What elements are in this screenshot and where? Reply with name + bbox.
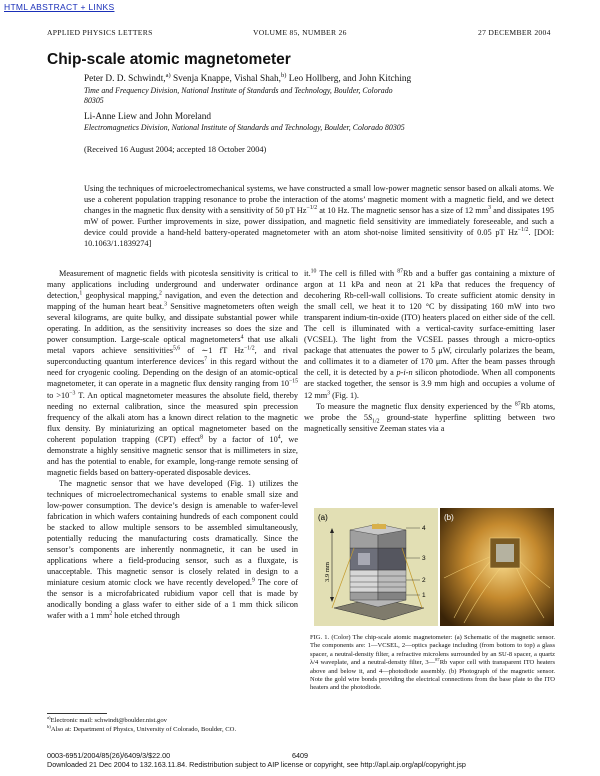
authors-line-2: Li-Anne Liew and John Moreland [84, 112, 212, 122]
html-abstract-links[interactable]: HTML ABSTRACT + LINKS [4, 2, 115, 12]
footnote-b: $^{b)}$Also at: Department of Physics, University of Colorado, Boulder, CO. [47, 723, 237, 733]
part-label-3: 3 [422, 555, 426, 562]
right-column [304, 268, 555, 434]
part-label-1: 1 [422, 592, 426, 599]
paragraph: To measure the magnetic flux density experienced by the $^{87}$Rb atoms, we probe the $5S_{1/2}$ ground-state hyperfine splitting between two magnetically sensitive Zeeman states via a [304, 400, 556, 433]
paragraph: The magnetic sensor that we have developed (Fig. 1) utilizes the techniques of microelectromechanical systems to enable small size and low-power consumption. The device’s design is amenable to wafer-level fabrication in which wafers containing hundreds of each component could be stacked to allow multiple sensors to be assembled simultaneously, potentially reducing the manufacturing costs dramatically. Since the sensor’s components are inherently nonmagnetic, it can be used in applications where a field-producing sensor, such as a fluxgate, is unacceptable. This magnetic sensor is closely related in design to a miniature cesium atomic clock we have recently developed.$^9$ The core of the sensor is a microfabricated rubidium vapor cell that is made by anodically bonding a glass wafer to either side of a 1 mm thick silicon wafer with a 1 $mm^2$ hole etched through [47, 478, 298, 621]
footnote-a: $^{a)}$Electronic mail: schwindt@boulder.nist.gov [47, 714, 167, 724]
affiliation-1: Time and Frequency Division, National Institute of Standards and Technology, Boulder, Colorado [84, 86, 393, 95]
figure-1 [314, 508, 554, 626]
page-number: 6409 [292, 751, 308, 760]
figure-1-graphic [314, 508, 554, 626]
abstract: Using the techniques of microelectromechanical systems, we have constructed a small low-power magnetic sensor based on alkali atoms. We use a coherent population trapping resonance to probe the interaction of the atoms’ magnetic moment with a magnetic field, and we detect changes in the magnetic flux density with a sensitivity of 50 pT $Hz^{-1/2}$ at 10 Hz. The magnetic sensor has a size of 12 $mm^3$ and dissipates 195 mW of power. Further improvements in size, power dissipation, and magnetic field sensitivity are immediately foreseeable, and such a device could provide a hand-held battery-operated magnetometer with an atom shot-noise limited sensitivity of 0.05 pT $Hz^{-1/2}$. [DOI: 10.1063/1.1839274] [84, 184, 555, 249]
download-notice: Downloaded 21 Dec 2004 to 132.163.11.84. Redistribution subject to AIP license or copyright, see http://apl.aip.org/apl/copyright.jsp [47, 760, 466, 769]
panel-label-a: (a) [318, 513, 328, 522]
part-label-4: 4 [422, 525, 426, 532]
publication-code: 0003-6951/2004/85(26)/6409/3/$22.00 [47, 751, 171, 760]
left-column [47, 268, 298, 622]
paper-title: Chip-scale atomic magnetometer [47, 51, 291, 68]
issue-date: 27 DECEMBER 2004 [478, 28, 551, 37]
affiliation-1-zip: 80305 [84, 96, 104, 105]
affiliation-2: Electromagnetics Division, National Institute of Standards and Technology, Boulder, Colorado 80305 [84, 123, 405, 132]
volume-number: VOLUME 85, NUMBER 26 [253, 28, 347, 37]
dimension-label: 3.9 mm [324, 562, 331, 582]
received-dates: (Received 16 August 2004; accepted 18 October 2004) [84, 145, 267, 154]
journal-name: APPLIED PHYSICS LETTERS [47, 28, 153, 37]
authors-line-1: Peter D. D. Schwindt,$^{a)}$ Svenja Knappe, Vishal Shah,$^{b)}$ Leo Hollberg, and John Kitching [84, 71, 412, 84]
part-label-2: 2 [422, 577, 426, 584]
paragraph: Measurement of magnetic fields with picotesla sensitivity is critical to many applications including underground and underwater ordinance detection,$^1$ geophysical mapping,$^2$ navigation, and even the detection and mapping of the human heart beat.$^3$ Sensitive magnetometers often weigh several kilograms, are quite bulky, and dissipate substantial power while operating. In addition, as the sensitivity increases so does the size and power consumption. Large-scale optical magnetometers$^4$ that use alkali metal vapors achieve sensitivities$^{5,6}$ of ∼1 fT $Hz^{-1/2}$, and rival superconducting quantum interference devices$^7$ in this regard without the need for cryogenic cooling. Depending on the design of an atomic-optical magnetometer, it can operate in a magnetic flux density ranging from $10^{-15}$ to $>10^{-3}$ T. An optical magnetometer measures the absolute field, thereby needing no external calibration, since the measured spin precession frequency of the alkali atom has a known direct relation to the magnetic flux density. By miniaturizing an optical magnetometer based on the coherent population trapping (CPT) effect$^8$ by a factor of $10^4$, we demonstrate a highly sensitive magnetic sensor that is millimeters in size, and has the potential to enable, for example, long-range remote sensing of magnetic fields based on battery-operated disposable devices. [47, 269, 299, 477]
footnote-rule [47, 713, 107, 714]
figure-1-caption: FIG. 1. (Color) The chip-scale atomic magnetometer: (a) Schematic of the magnetic sensor. The components are: 1—VCSEL, 2—optics package including (from bottom to top) a glass spacer, a neutral-density filter, a refractive microlens surrounded by an SU-8 spacer, a quartz λ/4 waveplate, and a neutral-density filter, 3—$^{87}$Rb vapor cell with transparent ITO heaters above and below it, and 4—photodiode assembly. (b) Photograph of the magnetic sensor. Note the gold wire bonds providing the electrical connections from the base plate to the ITO heaters and the photodiode. [310, 634, 555, 692]
panel-label-b: (b) [444, 513, 454, 522]
paragraph: it.$^{10}$ The cell is filled with $^{87}$Rb and a buffer gas containing a mixture of argon at 11 kPa and neon at 21 kPa that reduces the frequency of decohering Rb-cell-wall collisions. To create sufficient atomic density in the small cell, we heat it to 120 °C by dissipating 160 mW into two transparent indium-tin-oxide (ITO) heaters placed on either side of the cell. The cell is illuminated with a vertical-cavity surface-emitting laser (VCSEL). The light from the VCSEL passes through a micro-optics package that attenuates the power to 5 μW, circularly polarizes the beam, and collimates it to a diameter of 170 μm. After the beam passes through the cell, it is detected by a p-i-n silicon photodiode. When all components are stacked together, the sensor is 3.9 mm high and occupies a volume of 12 $mm^3$ (Fig. 1). [304, 268, 555, 400]
